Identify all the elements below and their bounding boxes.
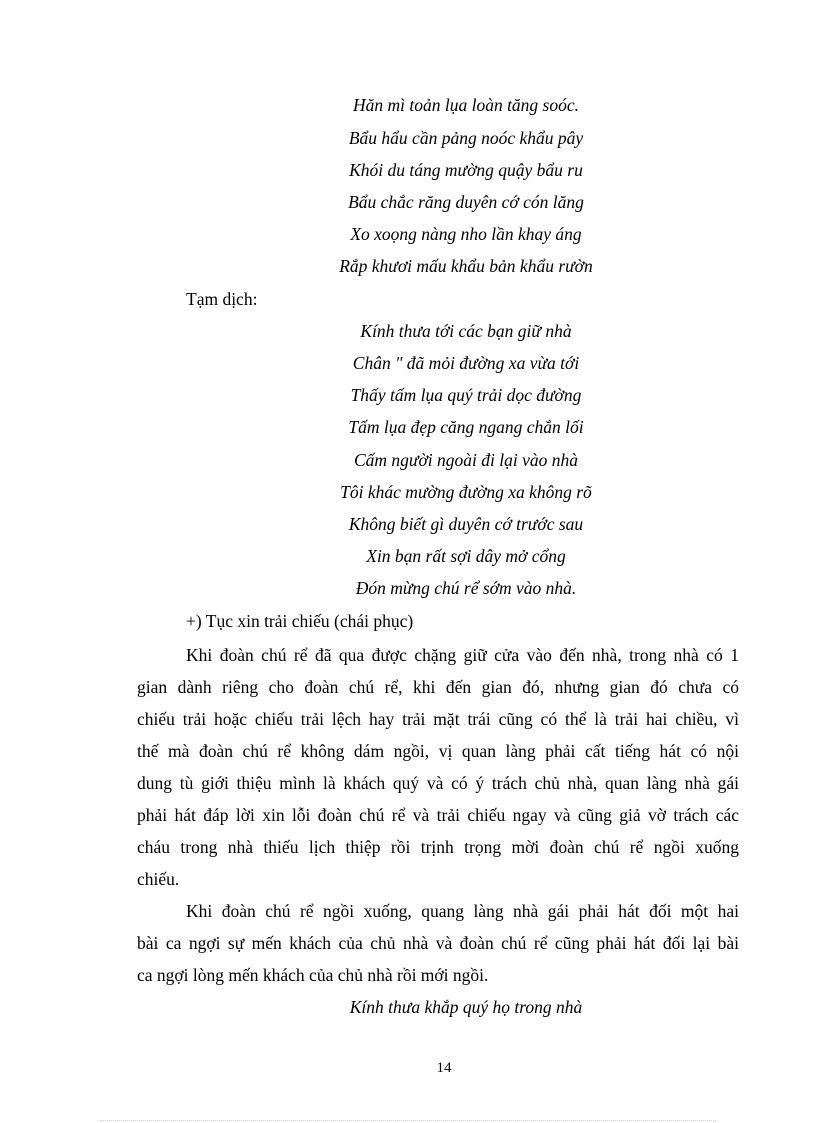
paragraph-line: cháu trong nhà thiếu lịch thiệp rồi trịnh trọng mời đoàn chú rể ngồi xuống: [137, 837, 739, 857]
verse-line: Kính thưa tới các bạn giữ nhà: [360, 321, 572, 341]
verse-line: Tấm lụa đẹp căng ngang chắn lối: [348, 417, 584, 437]
paragraph-line: gian dành riêng cho đoàn chú rể, khi đến gian đó, nhưng gian đó chưa có: [137, 677, 739, 697]
verse-line: Bẩu hẩu cần pảng noóc khẩu pây: [348, 128, 584, 148]
page-bottom-rule: [100, 1120, 716, 1121]
verse-line: Bẩu chắc răng duyên cớ cón lăng: [348, 192, 584, 212]
verse-line: Kính thưa khắp quý họ trong nhà: [349, 997, 583, 1017]
verse-line: Hăn mì toản lụa loàn tăng soóc.: [352, 95, 580, 115]
verse-line: Chân " đã mỏi đường xa vừa tới: [352, 353, 580, 373]
verse-line: Đón mừng chú rể sớm vào nhà.: [355, 578, 577, 598]
paragraph-line: ca ngợi lòng mến khách của chủ nhà rồi mới ngồi.: [137, 965, 489, 985]
paragraph-line: Khi đoàn chú rể ngồi xuống, quang làng nhà gái phải hát đối một hai: [186, 901, 739, 921]
paragraph-line: chiếu.: [137, 869, 180, 889]
verse-line: Khói du táng mường quậy bẩu ru: [349, 160, 583, 180]
verse-line: Không biết gì duyên cớ trước sau: [348, 514, 584, 534]
paragraph-line: bài ca ngợi sự mến khách của chủ nhà và đoàn chú rể cũng phải hát đối lại bài: [137, 933, 739, 953]
section-heading: +) Tục xin trải chiếu (chái phục): [186, 611, 414, 631]
page-number: 14: [436, 1060, 452, 1076]
paragraph-line: Khi đoàn chú rể đã qua được chặng giữ cửa vào đến nhà, trong nhà có 1: [186, 645, 739, 665]
verse-line: Cấm người ngoài đi lại vào nhà: [353, 450, 579, 470]
verse-line: Rắp khươi mấu khẩu bản khẩu rườn: [339, 256, 593, 276]
verse-line: Thấy tấm lụa quý trải dọc đường: [350, 385, 582, 405]
paragraph-line: phải hát đáp lời xin lỗi đoàn chú rể và trải chiếu ngay và cũng giả vờ trách các: [137, 805, 739, 825]
paragraph-line: dung tù giới thiệu mình là khách quý và có ý trách chủ nhà, quan làng nhà gái: [137, 773, 739, 793]
translation-label: Tạm dịch:: [186, 289, 258, 309]
verse-line: Tôi khác mường đường xa không rõ: [340, 482, 592, 502]
paragraph-line: chiếu trải hoặc chiếu trải lệch hay trải mặt trái cũng có thể là trải hai chiều, vì: [137, 709, 739, 729]
verse-line: Xin bạn rất sợi dây mở cổng: [366, 546, 566, 566]
paragraph-line: thế mà đoàn chú rể không dám ngồi, vị quan làng phải cất tiếng hát có nội: [137, 741, 739, 761]
verse-line: Xo xoọng nàng nho lần khay áng: [350, 224, 582, 244]
